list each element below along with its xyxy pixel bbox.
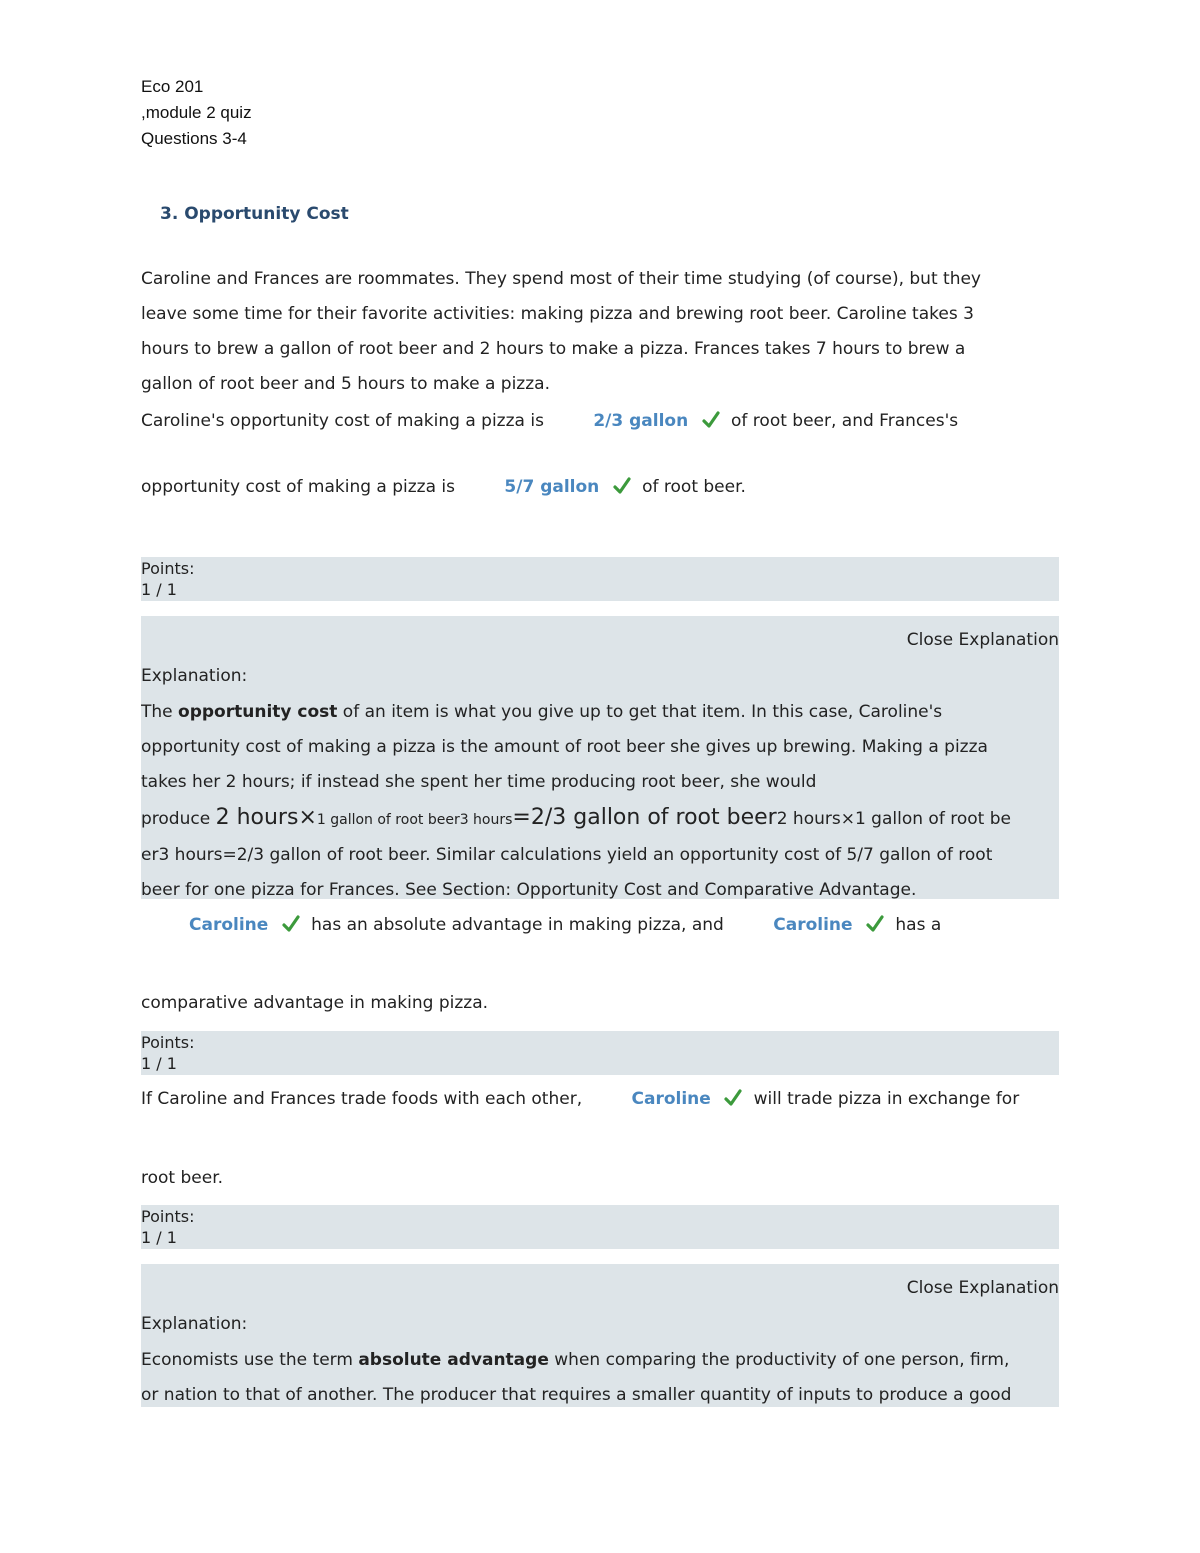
- q2-line1: [189, 915, 941, 935]
- points-label: Points:: [141, 1033, 195, 1052]
- explanation-formula-line: [141, 800, 1059, 838]
- points-score: 1 / 1: [141, 1228, 177, 1247]
- explanation-line: er3 hours=2/3 gallon of root beer. Similar calculations yield an opportunity cost of 5/7 gallon of root: [141, 845, 993, 865]
- points-box: [141, 1031, 1059, 1075]
- formula-fragment: =2/3 gallon of root beer: [512, 805, 777, 830]
- q3-line1: [141, 1089, 1019, 1109]
- explanation-line: [141, 695, 1059, 730]
- q1-post: of root beer.: [642, 477, 746, 497]
- check-icon: [702, 411, 720, 429]
- explanation-line: [141, 1343, 1059, 1378]
- points-score: 1 / 1: [141, 1054, 177, 1073]
- points-box: [141, 1205, 1059, 1249]
- explanation-panel: [141, 1264, 1059, 1407]
- q3-post: will trade pizza in exchange for: [753, 1089, 1020, 1109]
- intro-line: gallon of root beer and 5 hours to make a pizza.: [141, 374, 550, 394]
- q3-answer[interactable]: Caroline: [631, 1089, 711, 1109]
- intro-line: Caroline and Frances are roommates. They spend most of their time studying (of course), but they: [141, 269, 981, 289]
- q1-mid: of root beer, and Frances's: [731, 411, 959, 431]
- points-label: Points:: [141, 1207, 195, 1226]
- q1-answer2[interactable]: 5/7 gallon: [504, 477, 600, 497]
- q3-line2: root beer.: [141, 1168, 224, 1188]
- q2-answer1[interactable]: Caroline: [189, 915, 269, 935]
- questions-range: Questions 3-4: [141, 129, 247, 148]
- q2-mid: has an absolute advantage in making pizza, and: [311, 915, 724, 935]
- course-title: Eco 201: [141, 77, 204, 96]
- explanation-fragment: produce: [141, 809, 216, 829]
- explanation-label: Explanation:: [141, 1314, 248, 1334]
- explanation-line: takes her 2 hours; if instead she spent her time producing root beer, she would: [141, 772, 817, 792]
- q1-prompt2: opportunity cost of making a pizza is: [141, 477, 456, 497]
- explanation-fragment: when comparing the productivity of one person, firm,: [548, 1350, 1010, 1370]
- explanation-fragment: The: [141, 702, 179, 722]
- explanation-line: beer for one pizza for Frances. See Section: Opportunity Cost and Comparative Advantage.: [141, 880, 917, 900]
- explanation-line: opportunity cost of making a pizza is the amount of root beer she gives up brewing. Making a pizza: [141, 737, 988, 757]
- document-header: [141, 74, 252, 152]
- explanation-text: [141, 695, 1059, 908]
- q1-answer1[interactable]: 2/3 gallon: [593, 411, 689, 431]
- check-icon: [866, 915, 884, 933]
- intro-line: hours to brew a gallon of root beer and 2 hours to make a pizza. Frances takes 7 hours to brew a: [141, 339, 966, 359]
- q1-line1: [141, 411, 958, 431]
- q2-line2: comparative advantage in making pizza.: [141, 993, 489, 1013]
- explanation-fragment: of an item is what you give up to get that item. In this case, Caroline's: [337, 702, 943, 722]
- q3-prompt: If Caroline and Frances trade foods with each other,: [141, 1089, 583, 1109]
- intro-line: leave some time for their favorite activities: making pizza and brewing root beer. Caroline takes 3: [141, 304, 974, 324]
- explanation-fragment: Economists use the term: [141, 1350, 359, 1370]
- check-icon: [613, 477, 631, 495]
- explanation-text: [141, 1343, 1059, 1413]
- formula-fragment: 2 hours×: [215, 805, 317, 830]
- term-opportunity-cost: opportunity cost: [178, 702, 338, 722]
- check-icon: [282, 915, 300, 933]
- quiz-title: ,module 2 quiz: [141, 103, 252, 122]
- check-icon: [724, 1089, 742, 1107]
- close-explanation-link[interactable]: Close Explanation: [906, 1278, 1059, 1298]
- close-explanation-link[interactable]: Close Explanation: [906, 630, 1059, 650]
- formula-fragment: 2 hours×1 gallon of root be: [776, 809, 1011, 829]
- q1-prompt: Caroline's opportunity cost of making a pizza is: [141, 411, 544, 431]
- explanation-panel: [141, 616, 1059, 899]
- question-intro: [141, 262, 1061, 402]
- explanation-label: Explanation:: [141, 666, 248, 686]
- explanation-line: or nation to that of another. The producer that requires a smaller quantity of inputs to produce a good: [141, 1385, 1012, 1405]
- question-title: 3. Opportunity Cost: [160, 204, 349, 224]
- q2-answer2[interactable]: Caroline: [773, 915, 853, 935]
- q1-line2: [141, 477, 746, 497]
- q2-post: has a: [895, 915, 942, 935]
- points-box: [141, 557, 1059, 601]
- points-label: Points:: [141, 559, 195, 578]
- points-score: 1 / 1: [141, 580, 177, 599]
- term-absolute-advantage: absolute advantage: [358, 1350, 549, 1370]
- formula-fragment: 1 gallon of root beer3 hours: [316, 812, 513, 828]
